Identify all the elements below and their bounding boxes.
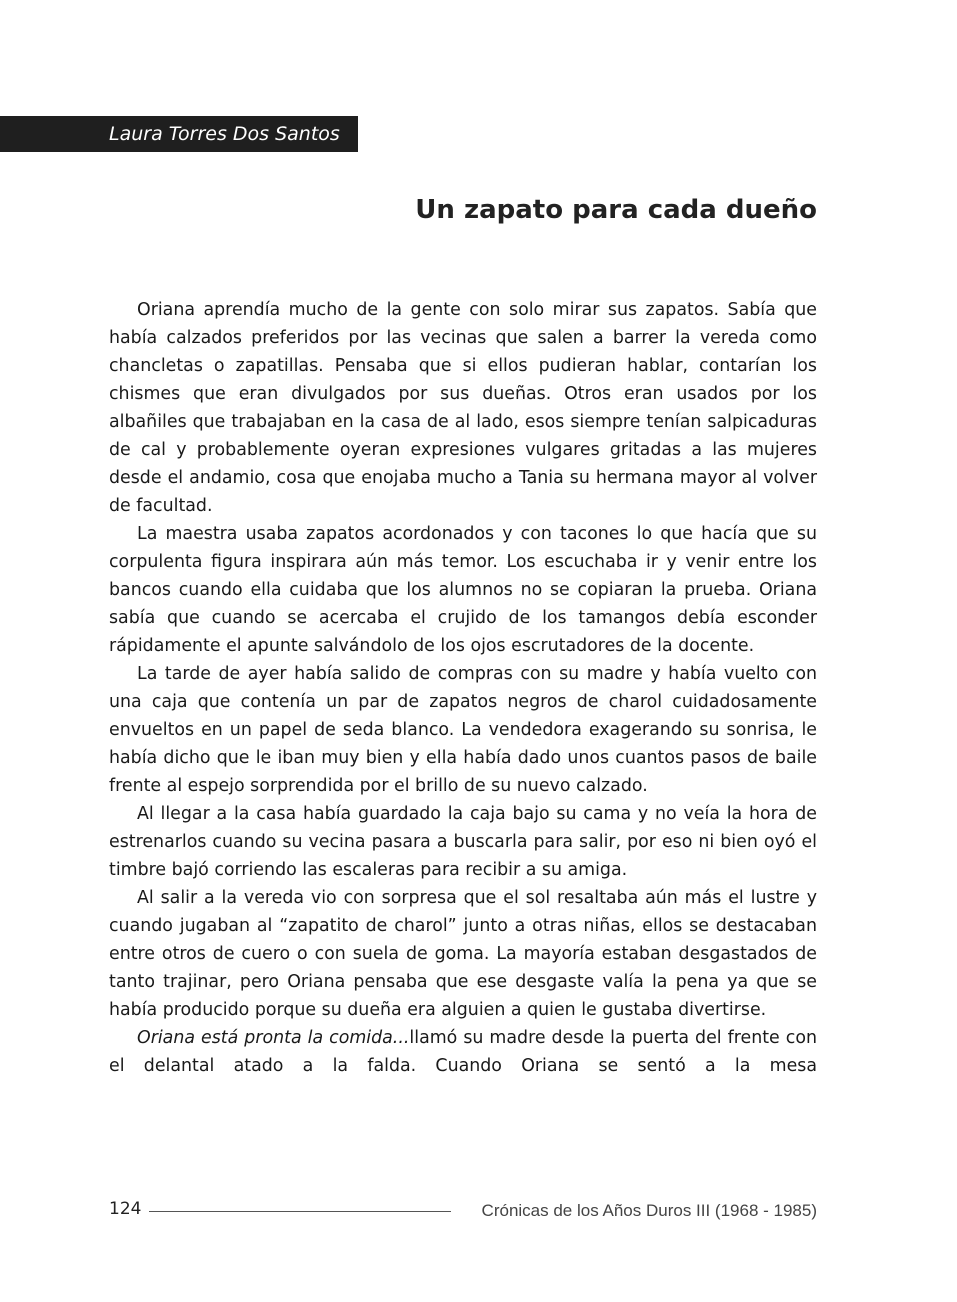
paragraph: Oriana aprendía mucho de la gente con solo mirar sus zapatos. Sabía que había calzados preferidos por las vecinas que salen a barrer la vereda como chancletas o zapatillas. Pensaba que si ellos pudieran hablar, contarían los chismes que eran divulgados por sus dueñas. Otros eran usados por los albañiles que trabajaban en la casa de al lado, esos siempre tenían salpicaduras de cal y probablemente oyeran expresiones vulgares gritadas a las mujeres desde el andamio, cosa que enojaba mucho a Tania su hermana mayor al volver de facultad. xyxy=(109,300,817,516)
chapter-body xyxy=(109,296,817,1080)
dialogue-italic: Oriana está pronta la comida... xyxy=(137,1028,410,1048)
book-title: Crónicas de los Años Duros III (1968 - 1985) xyxy=(481,1201,817,1220)
author-name: Laura Torres Dos Santos xyxy=(109,123,340,145)
paragraph: Al salir a la vereda vio con sorpresa que el sol resaltaba aún más el lustre y cuando jugaban al “zapatito de charol” junto a otras niñas, ellos se destacaban entre otros de cuero o con suela de goma. La mayoría estaban desgastados de tanto trajinar, pero Oriana pensaba que ese desgaste valía la pena ya que se había producido porque su dueña era alguien a quien le gustaba divertirse. xyxy=(109,888,817,1020)
chapter-title: Un zapato para cada dueño xyxy=(415,195,817,225)
page-footer xyxy=(109,1196,817,1226)
paragraph: La tarde de ayer había salido de compras con su madre y había vuelto con una caja que contenía un par de zapatos negros de charol cuidadosamente envueltos en un papel de seda blanco. La vendedora exagerando su sonrisa, le había dicho que le iban muy bien y ella había dado unos cuantos pasos de baile frente al espejo sorprendida por el brillo de su nuevo calzado. xyxy=(109,664,817,796)
paragraph: Al llegar a la casa había guardado la caja bajo su cama y no veía la hora de estrenarlos cuando su vecina pasara a buscarla para salir, por eso ni bien oyó el timbre bajó corriendo las escaleras para recibir a su amiga. xyxy=(109,804,817,880)
footer-divider xyxy=(149,1211,451,1212)
paragraph: La maestra usaba zapatos acordonados y con tacones lo que hacía que su corpulenta figura inspirara aún más temor. Los escuchaba ir y venir entre los bancos cuando ella cuidaba que los alumnos no se copiaran la prueba. Oriana sabía que cuando se acercaba el crujido de los tamangos debía esconder rápidamente el apunte salvándolo de los ojos escrutadores de la docente. xyxy=(109,524,817,656)
paragraph-continuation: llamó su madre desde la puerta del frente con el delantal atado a la falda. Cuando Oriana se sentó a la mesa xyxy=(109,1028,817,1076)
page-number: 124 xyxy=(109,1199,142,1219)
paragraph xyxy=(109,1024,817,1080)
